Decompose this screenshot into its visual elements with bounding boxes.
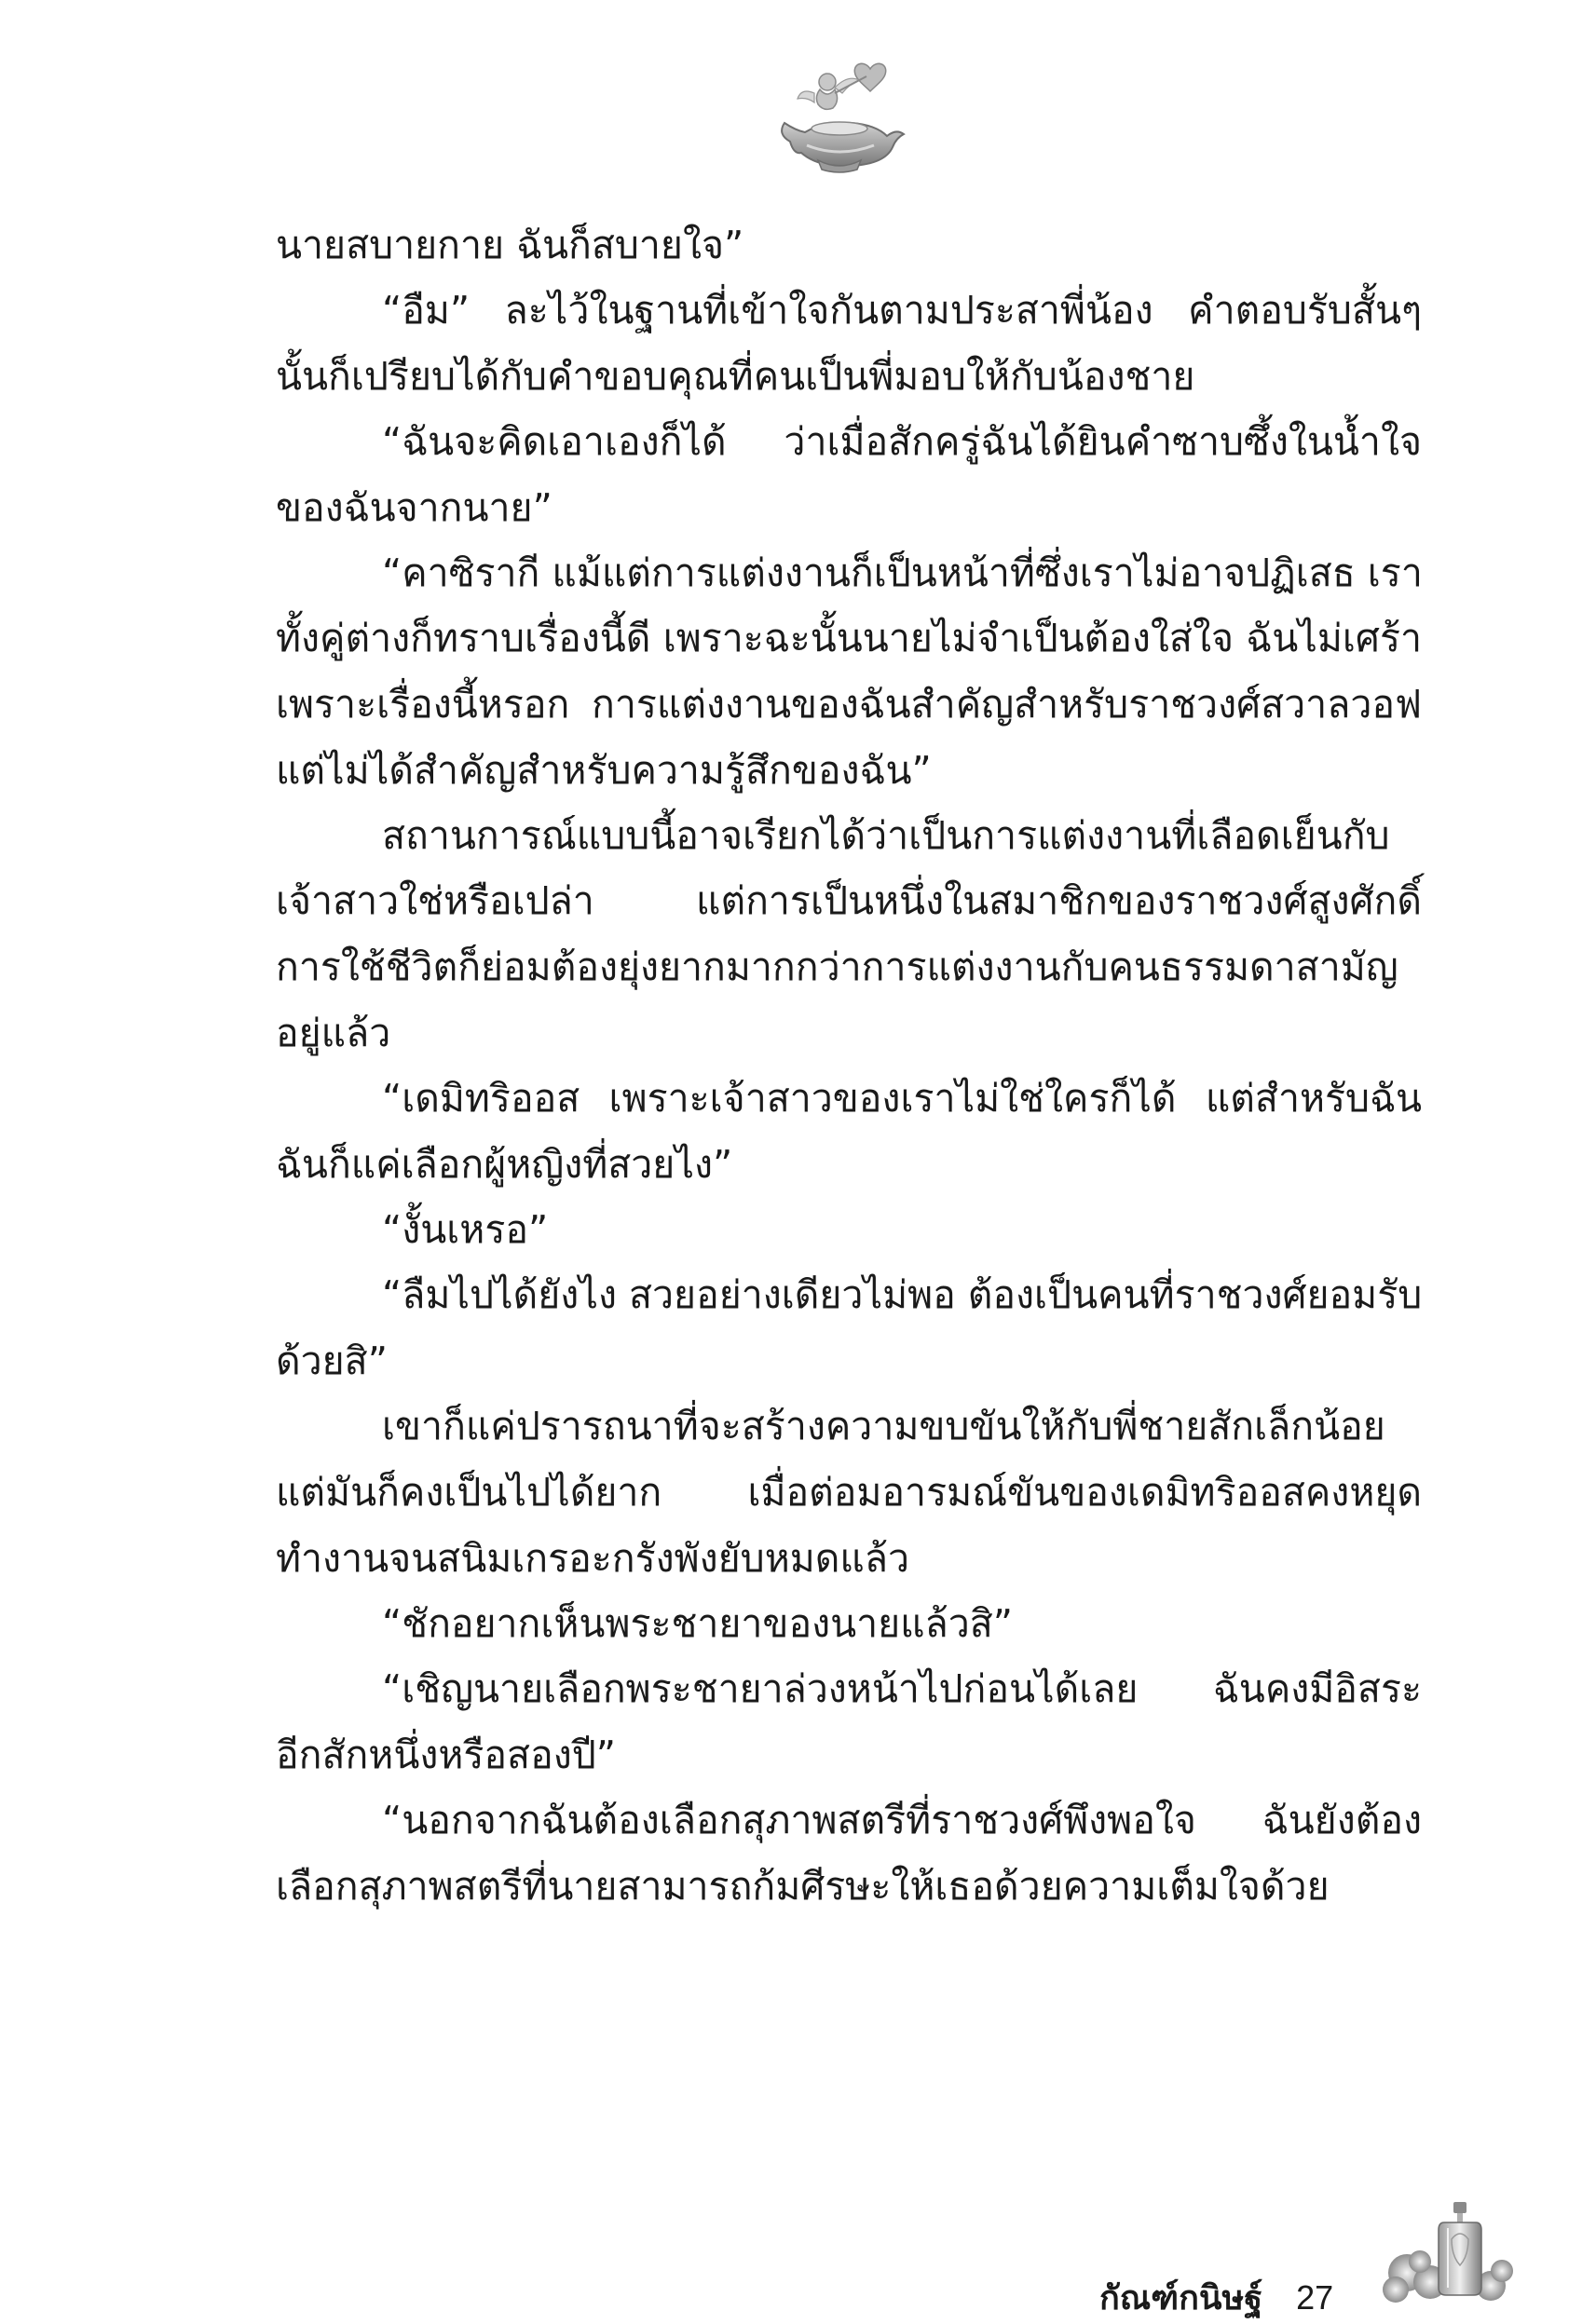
text-line: แต่มันก็คงเป็นไปได้ยาก เมื่อต่อมอารมณ์ขันของเดมิทริออสคงหยุด: [276, 1469, 1422, 1515]
text-line: ทำงานจนสนิมเกรอะกรังพังยับหมดแล้ว: [276, 1535, 909, 1581]
text-line: นั้นก็เปรียบได้กับคำขอบคุณที่คนเป็นพี่มอบให้กับน้องชาย: [276, 353, 1195, 399]
text-line: เลือกสุภาพสตรีที่นายสามารถก้มศีรษะให้เธอด้วยความเต็มใจด้วย: [276, 1863, 1330, 1909]
perfume-bottle-flowers-ornament-icon: [1379, 2196, 1519, 2304]
text-line: “คาซิรากี แม้แต่การแต่งงานก็เป็นหน้าที่ซึ่งเราไม่อาจปฏิเสธ เรา: [382, 550, 1423, 595]
text-line: “เชิญนายเลือกพระชายาล่วงหน้าไปก่อนได้เลย ฉันคงมีอิสระ: [382, 1666, 1422, 1711]
text-line: “อืม” ละไว้ในฐานที่เข้าใจกันตามประสาพี่น้อง คำตอบรับสั้นๆ: [382, 287, 1422, 333]
text-line: สถานการณ์แบบนี้อาจเรียกได้ว่าเป็นการแต่งงานที่เลือดเย็นกับ: [382, 812, 1390, 858]
text-line: “ชักอยากเห็นพระชายาของนายแล้วสิ”: [382, 1601, 1014, 1647]
text-line: “งั้นเหรอ”: [382, 1207, 549, 1253]
text-line: เพราะเรื่องนี้หรอก การแต่งงานของฉันสำคัญสำหรับราชวงศ์สวาลวอฟ: [276, 681, 1422, 727]
text-line: ของฉันจากนาย”: [276, 484, 552, 530]
page-footer: [1099, 2271, 1360, 2324]
text-line: เจ้าสาวใช่หรือเปล่า แต่การเป็นหนึ่งในสมาชิกของราชวงศ์สูงศักดิ์: [276, 878, 1422, 923]
text-line: ฉันก็แค่เลือกผู้หญิงที่สวยไง”: [276, 1141, 733, 1187]
text-line: ด้วยสิ”: [276, 1339, 388, 1384]
text-line: “ฉันจะคิดเอาเองก็ได้ ว่าเมื่อสักครู่ฉันได้ยินคำซาบซึ้งในน้ำใจ: [382, 418, 1422, 464]
text-line: เขาก็แค่ปรารถนาที่จะสร้างความขบขันให้กับพี่ชายสักเล็กน้อย: [382, 1404, 1385, 1448]
page-number: 27: [1296, 2277, 1334, 2317]
text-line: “ลืมไปได้ยังไง สวยอย่างเดียวไม่พอ ต้องเป็นคนที่ราชวงศ์ยอมรับ: [382, 1272, 1423, 1317]
text-line: “เดมิทริออส เพราะเจ้าสาวของเราไม่ใช่ใครก็ได้ แต่สำหรับฉัน: [382, 1075, 1422, 1121]
text-line: นายสบายกาย ฉันก็สบายใจ”: [276, 222, 744, 267]
text-line: “นอกจากฉันต้องเลือกสุภาพสตรีที่ราชวงศ์พึงพอใจ ฉันยังต้อง: [382, 1798, 1422, 1842]
text-line: แต่ไม่ได้สำคัญสำหรับความรู้สึกของฉัน”: [276, 747, 932, 793]
text-line: ทั้งคู่ต่างก็ทราบเรื่องนี้ดี เพราะฉะนั้นนายไม่จำเป็นต้องใส่ใจ ฉันไม่เศร้า: [276, 616, 1422, 660]
book-title: กัณฑ์กนิษฐ์: [1099, 2279, 1263, 2317]
text-line: อยู่แล้ว: [276, 1010, 391, 1055]
text-line: การใช้ชีวิตก็ย่อมต้องยุ่งยากมากกว่าการแต่งงานกับคนธรรมดาสามัญ: [276, 944, 1398, 989]
cupid-teapot-ornament-icon: [770, 56, 909, 177]
body-text: [276, 212, 1422, 1920]
text-line: อีกสักหนึ่งหรือสองปี”: [276, 1733, 616, 1778]
